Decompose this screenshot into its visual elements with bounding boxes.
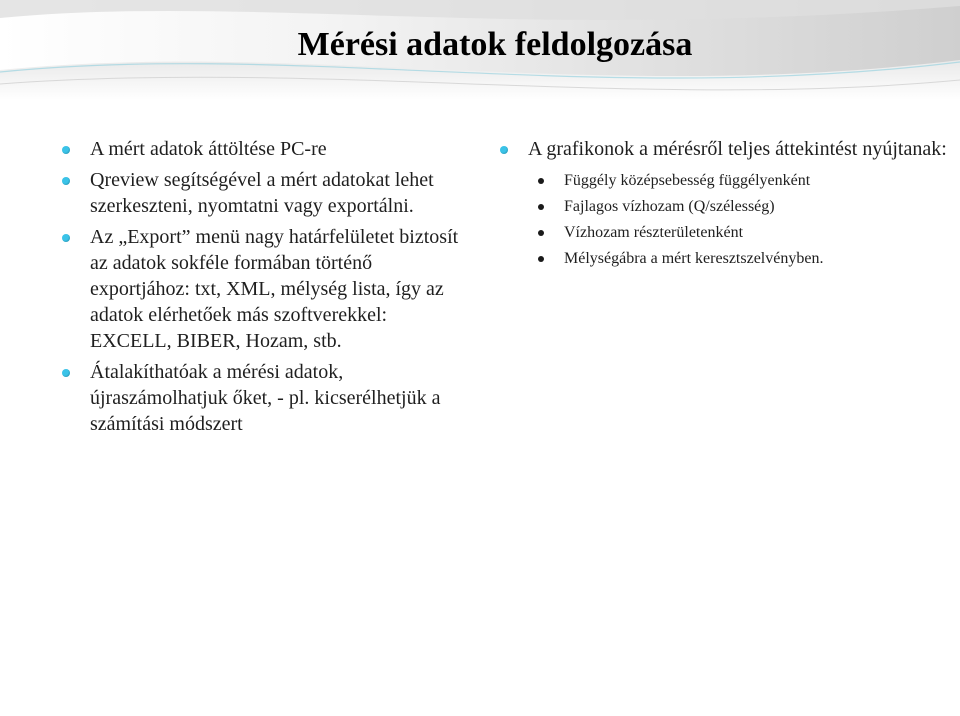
sub-list-item <box>538 194 950 220</box>
sub-bullet-dot-icon <box>538 178 544 184</box>
bullet-dot-icon <box>62 234 70 242</box>
slide-title: Mérési adatok feldolgozása <box>297 26 693 63</box>
right-column <box>500 136 950 277</box>
list-item-text: A grafikonok a mérésről teljes áttekintést nyújtanak: <box>528 138 947 160</box>
sub-bullet-dot-icon <box>538 230 544 236</box>
sub-list-item <box>538 168 950 194</box>
sub-list-item-text: Függély középsebesség függélyenként <box>564 172 811 189</box>
bullet-dot-icon <box>62 146 70 154</box>
sub-bullet-dot-icon <box>538 256 544 262</box>
list-item-text: A mért adatok áttöltése PC-re <box>90 138 327 160</box>
bullet-dot-icon <box>500 146 508 154</box>
bullet-dot-icon <box>62 177 70 185</box>
list-item-text: Qreview segítségével a mért adatokat lehet szerkeszteni, nyomtatni vagy exportálni. <box>90 169 434 217</box>
sub-list-item-text: Fajlagos vízhozam (Q/szélesség) <box>564 198 775 215</box>
bullet-dot-icon <box>62 369 70 377</box>
right-bullet-list <box>500 136 950 272</box>
list-item <box>500 136 950 272</box>
left-column <box>62 136 472 442</box>
list-item <box>62 224 472 354</box>
list-item <box>62 136 472 162</box>
sub-bullet-list <box>538 168 950 272</box>
sub-list-item-text: Mélységábra a mért keresztszelvényben. <box>564 250 824 267</box>
sub-list-item <box>538 220 950 246</box>
list-item-text: Átalakíthatóak a mérési adatok, újraszámolhatjuk őket, - pl. kicserélhetjük a számítási módszert <box>90 361 441 435</box>
list-item <box>62 359 472 437</box>
sub-list-item <box>538 246 950 272</box>
left-bullet-list <box>62 136 472 437</box>
list-item-text: Az „Export” menü nagy határfelületet biztosít az adatok sokféle formában történő exportjához: txt, XML, mélység lista, így az adatok elérhetőek más szoftverekkel: EXCELL, BIBER, Hozam, stb. <box>90 226 459 352</box>
sub-list-item-text: Vízhozam részterületenként <box>564 224 744 241</box>
list-item <box>62 167 472 219</box>
sub-bullet-dot-icon <box>538 204 544 210</box>
